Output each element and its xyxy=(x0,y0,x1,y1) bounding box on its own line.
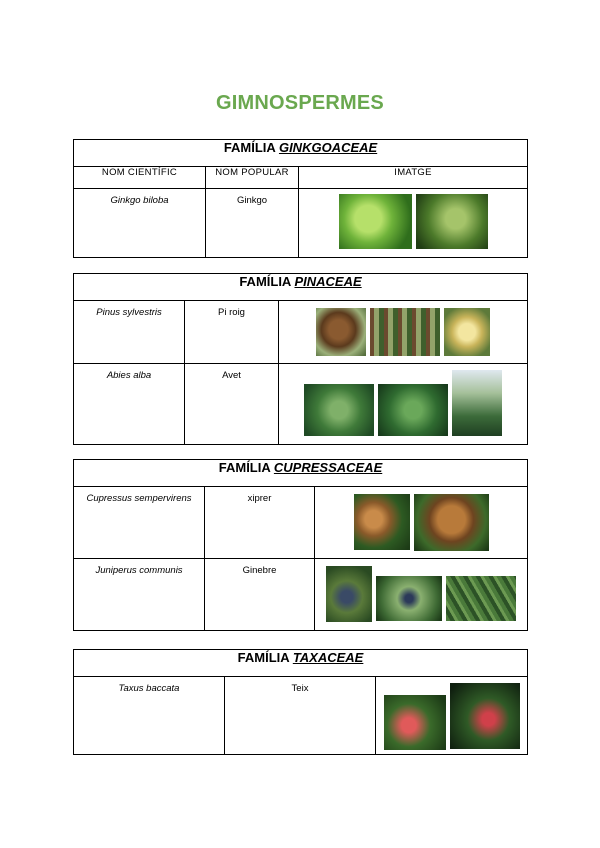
family-header xyxy=(74,140,528,167)
family-name: PINACEAE xyxy=(294,274,362,289)
juniper-shrub-photo xyxy=(446,576,516,621)
family-prefix: FAMÍLIA xyxy=(237,650,290,665)
image-cell xyxy=(376,677,528,755)
page-title: GIMNOSPERMES xyxy=(216,92,384,114)
image-cell xyxy=(315,487,528,559)
family-prefix: FAMÍLIA xyxy=(218,460,271,475)
scientific-name: Ginkgo biloba xyxy=(74,189,206,258)
column-header-scientific: NOM CIENTÍFIC xyxy=(74,167,206,189)
yew-branch-photo xyxy=(450,683,520,749)
popular-name: Ginebre xyxy=(205,559,315,631)
yew-berries-photo xyxy=(384,695,446,750)
species-row xyxy=(74,559,528,631)
scientific-name: Abies alba xyxy=(74,364,185,445)
family-name: GINKGOACEAE xyxy=(278,140,378,155)
species-row xyxy=(74,189,528,258)
scientific-name: Cupressus sempervirens xyxy=(74,487,205,559)
ginkgo-leaves-photo xyxy=(339,194,412,249)
ginkgo-leaf-closeup-photo xyxy=(416,194,488,249)
family-header xyxy=(74,650,528,677)
family-name: CUPRESSACEAE xyxy=(273,460,383,475)
image-cell xyxy=(299,189,528,258)
family-table-taxaceae xyxy=(73,649,528,755)
family-table-cupressaceae xyxy=(73,459,528,631)
column-header-popular: NOM POPULAR xyxy=(206,167,299,189)
fir-tree-photo xyxy=(452,370,502,436)
pine-flower-photo xyxy=(444,308,490,356)
fir-branch-photo xyxy=(304,384,374,436)
image-cell xyxy=(315,559,528,631)
column-headers xyxy=(74,167,528,189)
family-name: TAXACEAE xyxy=(292,650,364,665)
popular-name: xiprer xyxy=(205,487,315,559)
scientific-name: Pinus sylvestris xyxy=(74,301,185,364)
scientific-name: Taxus baccata xyxy=(74,677,225,755)
popular-name: Ginkgo xyxy=(206,189,299,258)
family-prefix: FAMÍLIA xyxy=(239,274,291,289)
juniper-berries-photo xyxy=(326,566,372,622)
family-prefix: FAMÍLIA xyxy=(223,140,276,155)
image-cell xyxy=(279,301,528,364)
family-table-ginkgoaceae xyxy=(73,139,528,258)
pine-forest-photo xyxy=(370,308,440,356)
scientific-name: Juniperus communis xyxy=(74,559,205,631)
pine-cone-photo xyxy=(316,308,366,356)
species-row xyxy=(74,301,528,364)
species-row xyxy=(74,677,528,755)
family-table-pinaceae xyxy=(73,273,528,445)
species-row xyxy=(74,364,528,445)
popular-name: Pi roig xyxy=(185,301,279,364)
popular-name: Teix xyxy=(225,677,376,755)
popular-name: Avet xyxy=(185,364,279,445)
fir-needles-photo xyxy=(378,384,448,436)
juniper-branch-photo xyxy=(376,576,442,621)
cypress-cone-closeup-photo xyxy=(414,494,489,551)
family-header xyxy=(74,274,528,301)
family-header xyxy=(74,460,528,487)
cypress-cones-photo xyxy=(354,494,410,550)
column-header-image: IMATGE xyxy=(299,167,528,189)
species-row xyxy=(74,487,528,559)
image-cell xyxy=(279,364,528,445)
